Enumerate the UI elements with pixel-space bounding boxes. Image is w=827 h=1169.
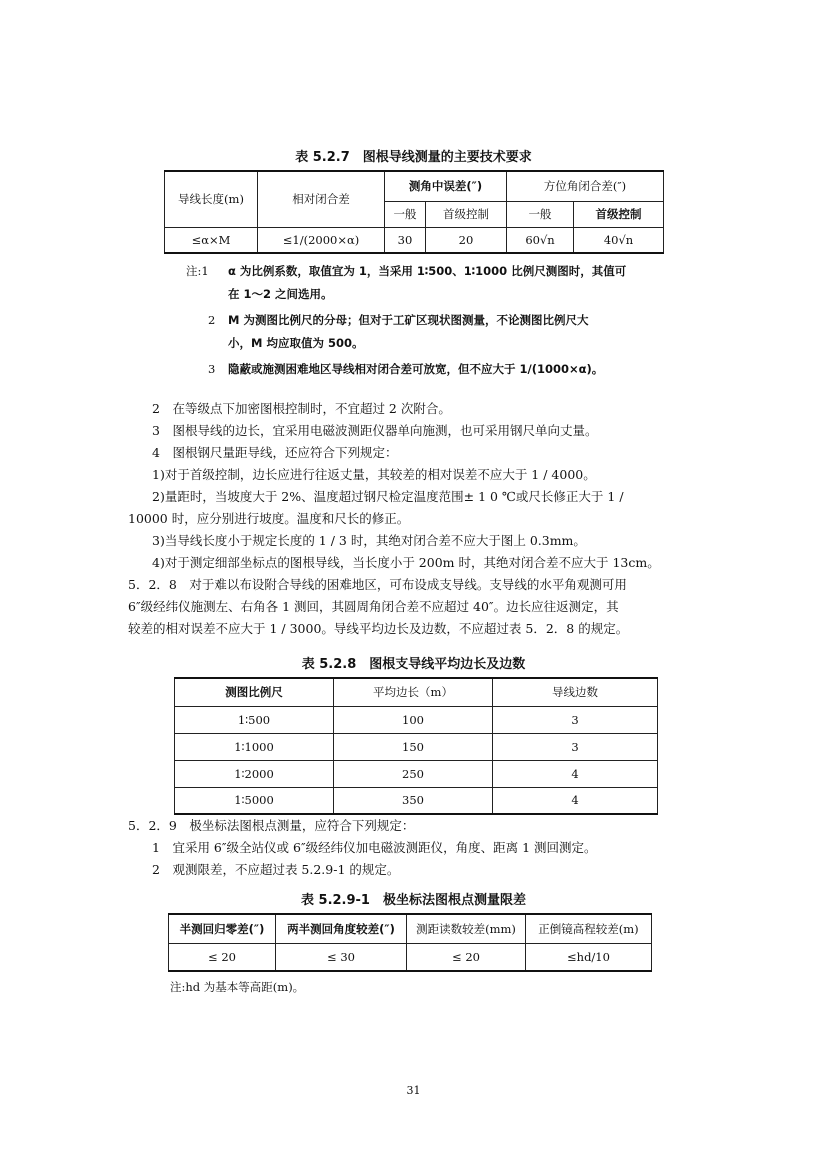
cell-edge-count: 3 bbox=[493, 706, 658, 733]
header-height-diff: 正倒镜高程较差(m) bbox=[526, 914, 652, 943]
table-5-2-8 bbox=[174, 677, 658, 815]
header-first-1: 首级控制 bbox=[426, 201, 507, 227]
cell-relative: ≤1/(2000×α) bbox=[258, 227, 385, 253]
table-5-2-9-1-note: 注:hd 为基本等高距(m)。 bbox=[170, 980, 305, 994]
header-first-2: 首级控制 bbox=[574, 201, 664, 227]
note-2-line-1: M 为测图比例尺的分母；但对于工矿区现状图测量，不论测图比例尺大 bbox=[228, 313, 589, 327]
header-general-2: 一般 bbox=[507, 201, 574, 227]
cell-avg-length: 250 bbox=[334, 760, 493, 787]
cell-angle-general: 30 bbox=[385, 227, 426, 253]
paragraph-2: 3 图根导线的边长，宜采用电磁波测距仪器单向施测，也可采用钢尺单向丈量。 bbox=[152, 423, 598, 438]
header-distance-diff: 测距读数较差(mm) bbox=[407, 914, 526, 943]
table-5-2-9-1-caption: 表 5.2.9-1 极坐标法图根点测量限差 bbox=[301, 893, 526, 908]
cell-edge-count: 4 bbox=[493, 760, 658, 787]
header-half-round: 半测回归零差(″) bbox=[169, 914, 276, 943]
paragraph-7: 4)对于测定细部坐标点的图根导线，当长度小于 200m 时，其绝对闭合差不应大于 13cm。 bbox=[152, 555, 660, 570]
header-general-1: 一般 bbox=[385, 201, 426, 227]
cell-scale: 1∶5000 bbox=[175, 787, 334, 814]
note-3-label: 3 bbox=[208, 362, 216, 376]
paragraph-5a: 2)量距时，当坡度大于 2%、温度超过钢尺检定温度范围± 1 0 ℃或尺长修正大于 1 / bbox=[152, 489, 624, 504]
header-relative: 相对闭合差 bbox=[258, 171, 385, 227]
header-avg-length: 平均边长（m） bbox=[334, 678, 493, 706]
cell-half-round: ≤ 20 bbox=[169, 943, 276, 971]
table-row bbox=[175, 787, 658, 814]
paragraph-6: 3)当导线长度小于规定长度的 1 / 3 时，其绝对闭合差不应大于图上 0.3mm。 bbox=[152, 533, 586, 548]
header-scale: 测图比例尺 bbox=[175, 678, 334, 706]
cell-avg-length: 150 bbox=[334, 733, 493, 760]
paragraph-5b: 10000 时，应分别进行坡度。温度和尺长的修正。 bbox=[128, 511, 410, 526]
note-3-line-1: 隐蔽或施测困难地区导线相对闭合差可放宽，但不应大于 1/(1000×α)。 bbox=[228, 362, 604, 376]
header-edge-count: 导线边数 bbox=[493, 678, 658, 706]
table-5-2-7 bbox=[164, 170, 664, 254]
cell-distance-diff: ≤ 20 bbox=[407, 943, 526, 971]
table-5-2-9-1 bbox=[168, 913, 652, 972]
note-1-label: 注:1 bbox=[186, 264, 209, 278]
note-2-line-2: 小，M 均应取值为 500。 bbox=[228, 336, 364, 350]
paragraph-8a: 5．2．8 对于难以布设附合导线的困难地区，可布设成支导线。支导线的水平角观测可用 bbox=[128, 577, 627, 592]
cell-scale: 1∶1000 bbox=[175, 733, 334, 760]
paragraph-8c: 较差的相对误差不应大于 1 / 3000。导线平均边长及边数，不应超过表 5．2．8 的规定。 bbox=[128, 621, 629, 636]
header-angle-error: 测角中误差(″) bbox=[385, 171, 507, 201]
cell-scale: 1∶500 bbox=[175, 706, 334, 733]
note-1-line-2: 在 1～2 之间选用。 bbox=[228, 287, 333, 301]
paragraph-8b: 6″级经纬仪施测左、右角各 1 测回，其圆周角闭合差不应超过 40″。边长应往返测定，其 bbox=[128, 599, 619, 614]
cell-length: ≤α×M bbox=[165, 227, 258, 253]
paragraph-4: 1)对于首级控制，边长应进行往返丈量，其较差的相对误差不应大于 1 / 4000。 bbox=[152, 467, 596, 482]
page-number: 31 bbox=[406, 1084, 421, 1097]
paragraph-9: 5．2．9 极坐标法图根点测量，应符合下列规定： bbox=[128, 818, 415, 833]
cell-angle-first: 20 bbox=[426, 227, 507, 253]
paragraph-1: 2 在等级点下加密图根控制时，不宜超过 2 次附合。 bbox=[152, 401, 451, 416]
paragraph-3: 4 图根钢尺量距导线，还应符合下列规定： bbox=[152, 445, 398, 460]
cell-height-diff: ≤hd/10 bbox=[526, 943, 652, 971]
table-row bbox=[175, 760, 658, 787]
table-5-2-7-caption: 表 5.2.7 图根导线测量的主要技术要求 bbox=[295, 150, 532, 165]
cell-edge-count: 4 bbox=[493, 787, 658, 814]
table-row bbox=[175, 706, 658, 733]
note-2-label: 2 bbox=[208, 313, 216, 327]
cell-avg-length: 350 bbox=[334, 787, 493, 814]
note-1-line-1: α 为比例系数，取值宜为 1，当采用 1∶500、1∶1000 比例尺测图时，其值可 bbox=[228, 264, 627, 278]
header-length: 导线长度(m) bbox=[165, 171, 258, 227]
cell-angle-diff: ≤ 30 bbox=[276, 943, 407, 971]
paragraph-11: 2 观测限差，不应超过表 5.2.9-1 的规定。 bbox=[152, 862, 400, 877]
header-angle-diff: 两半测回角度较差(″) bbox=[276, 914, 407, 943]
paragraph-10: 1 宜采用 6″级全站仪或 6″级经纬仪加电磁波测距仪，角度、距离 1 测回测定。 bbox=[152, 840, 597, 855]
cell-az-first: 40√n bbox=[574, 227, 664, 253]
cell-avg-length: 100 bbox=[334, 706, 493, 733]
header-azimuth: 方位角闭合差(″) bbox=[507, 171, 664, 201]
cell-edge-count: 3 bbox=[493, 733, 658, 760]
table-5-2-8-caption: 表 5.2.8 图根支导线平均边长及边数 bbox=[301, 657, 526, 672]
cell-scale: 1∶2000 bbox=[175, 760, 334, 787]
table-row bbox=[175, 733, 658, 760]
cell-az-general: 60√n bbox=[507, 227, 574, 253]
